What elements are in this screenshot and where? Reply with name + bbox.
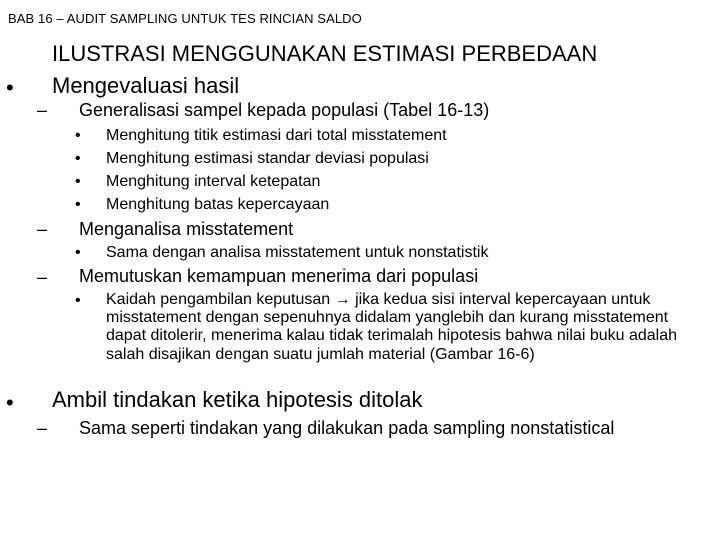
bullet-icon: • (6, 390, 14, 415)
slide-title: ILUSTRASI MENGGUNAKAN ESTIMASI PERBEDAAN (52, 41, 598, 66)
bullet-icon: • (75, 127, 81, 144)
list-item: Menghitung batas kepercayaan (106, 196, 330, 213)
list-item-decision-rule: Kaidah pengambilan keputusan → jika kedua sisi interval kepercayaan untuk misstatement dengan sepenuhnya didalam yanglebih dan kurang misstatement dapat ditolerir, menerima kalau tidak terimalah hipotesis bahwa nilai buku adalah salah disajikan dengan suatu jumlah material (Gambar 16-6) (106, 291, 677, 363)
sub-item-same-action: Sama seperti tindakan yang dilakukan pada sampling nonstatistical (79, 418, 615, 438)
bullet-icon: • (6, 75, 14, 100)
bullet-icon: • (75, 196, 81, 213)
dash-icon: – (37, 267, 48, 287)
sub-item-decide: Memutuskan kemampuan menerima dari populasi (79, 266, 479, 286)
bullet-icon: • (75, 150, 81, 167)
list-item: Sama dengan analisa misstatement untuk nonstatistik (106, 244, 489, 261)
dash-icon: – (37, 100, 48, 120)
bullet-icon: • (75, 173, 81, 190)
bullet-item-action: Ambil tindakan ketika hipotesis ditolak (52, 387, 423, 412)
bullet-icon: • (75, 244, 81, 261)
list-item: Menghitung estimasi standar deviasi populasi (106, 150, 429, 167)
slide-header: BAB 16 – AUDIT SAMPLING UNTUK TES RINCIAN SALDO (8, 11, 362, 26)
dash-icon: – (37, 219, 48, 239)
list-item: Menghitung interval ketepatan (106, 173, 321, 190)
dash-icon: – (37, 418, 48, 438)
list-item: Menghitung titik estimasi dari total misstatement (106, 127, 447, 144)
sub-item-generalize: Generalisasi sampel kepada populasi (Tabel 16-13) (79, 100, 490, 120)
bullet-item-evaluate: Mengevaluasi hasil (52, 73, 240, 98)
bullet-icon: • (75, 292, 81, 309)
sub-item-analyze: Menganalisa misstatement (79, 219, 294, 239)
